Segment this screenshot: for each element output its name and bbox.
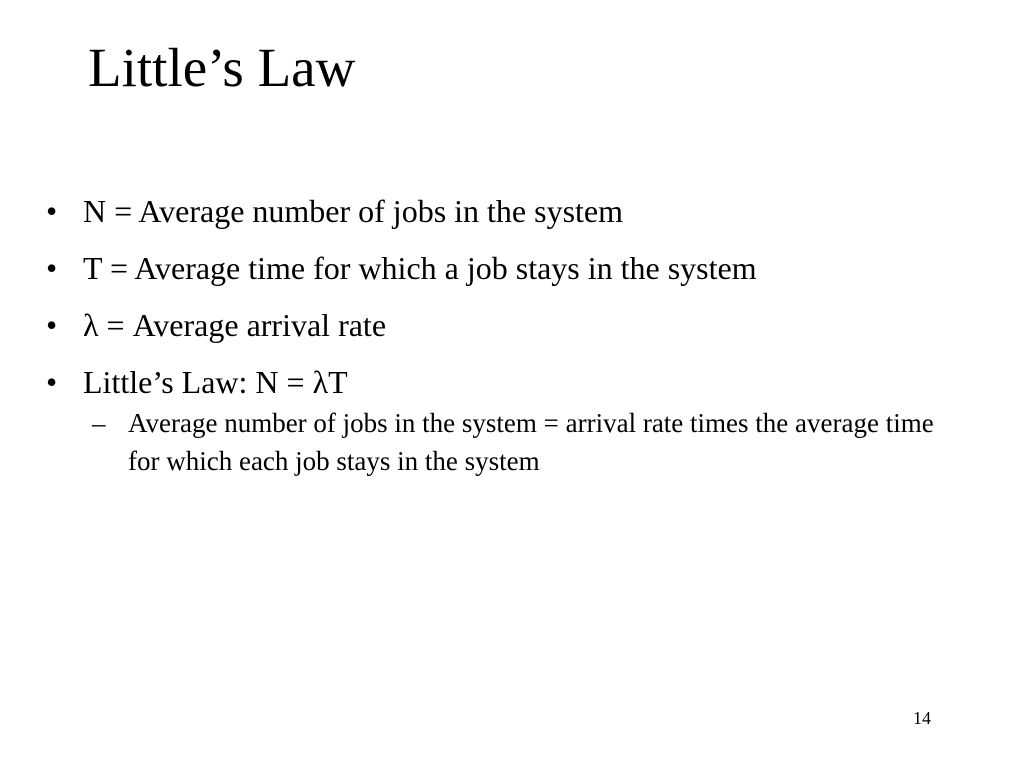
bullet-text: Little’s Law: N = λT — [83, 364, 348, 400]
bullet-icon: • — [46, 364, 58, 400]
bullet-text: λ = Average arrival rate — [83, 307, 387, 343]
bullet-icon: • — [46, 193, 58, 229]
sub-bullet-list — [83, 404, 986, 480]
bullet-list — [46, 189, 986, 493]
dash-icon: – — [92, 408, 106, 438]
sub-bullet-text: Average number of jobs in the system = arrival rate times the average time for which each job stays in the system — [128, 408, 934, 476]
sub-bullet-item — [83, 404, 968, 480]
bullet-icon: • — [46, 307, 58, 343]
bullet-item-n-definition — [46, 189, 986, 233]
slide-title: Little’s Law — [88, 37, 356, 98]
bullet-text: T = Average time for which a job stays in the system — [83, 250, 757, 286]
bullet-text: N = Average number of jobs in the system — [83, 193, 624, 229]
bullet-item-littles-law — [46, 360, 986, 480]
slide-number: 14 — [913, 708, 931, 728]
bullet-item-lambda-definition — [46, 303, 986, 347]
bullet-icon: • — [46, 250, 58, 286]
bullet-item-t-definition — [46, 246, 986, 290]
